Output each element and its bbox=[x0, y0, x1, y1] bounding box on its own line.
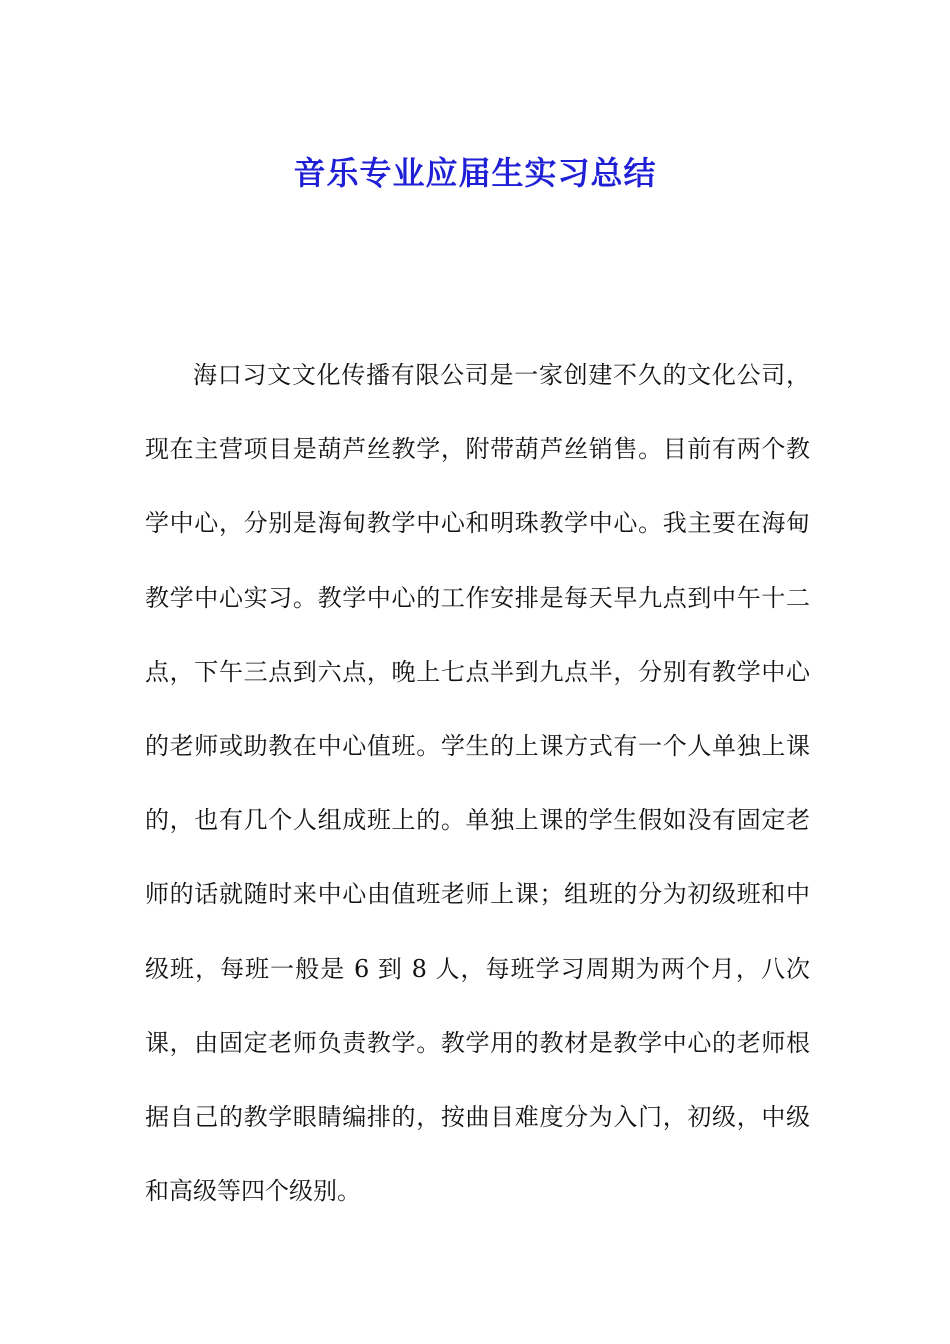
document-title: 音乐专业应届生实习总结 bbox=[293, 154, 657, 193]
body-paragraph: 海口习文文化传播有限公司是一家创建不久的文化公司，现在主营项目是葫芦丝教学，附带葫芦丝销售。目前有两个教学中心，分别是海甸教学中心和明珠教学中心。我主要在海甸教学中心实习。教学中心的工作安排是每天早九点到中午十二点，下午三点到六点，晚上七点半到九点半，分别有教学中心的老师或助教在中心值班。学生的上课方式有一个人单独上课的，也有几个人组成班上的。单独上课的学生假如没有固定老师的话就随时来中心由值班老师上课；组班的分为初级班和中级班，每班一般是 6 到 8 人，每班学习周期为两个月，八次课，由固定老师负责教学。教学用的教材是教学中心的老师根据自己的教学眼睛编排的，按曲目难度分为入门，初级，中级和高级等四个级别。 bbox=[145, 361, 810, 1206]
